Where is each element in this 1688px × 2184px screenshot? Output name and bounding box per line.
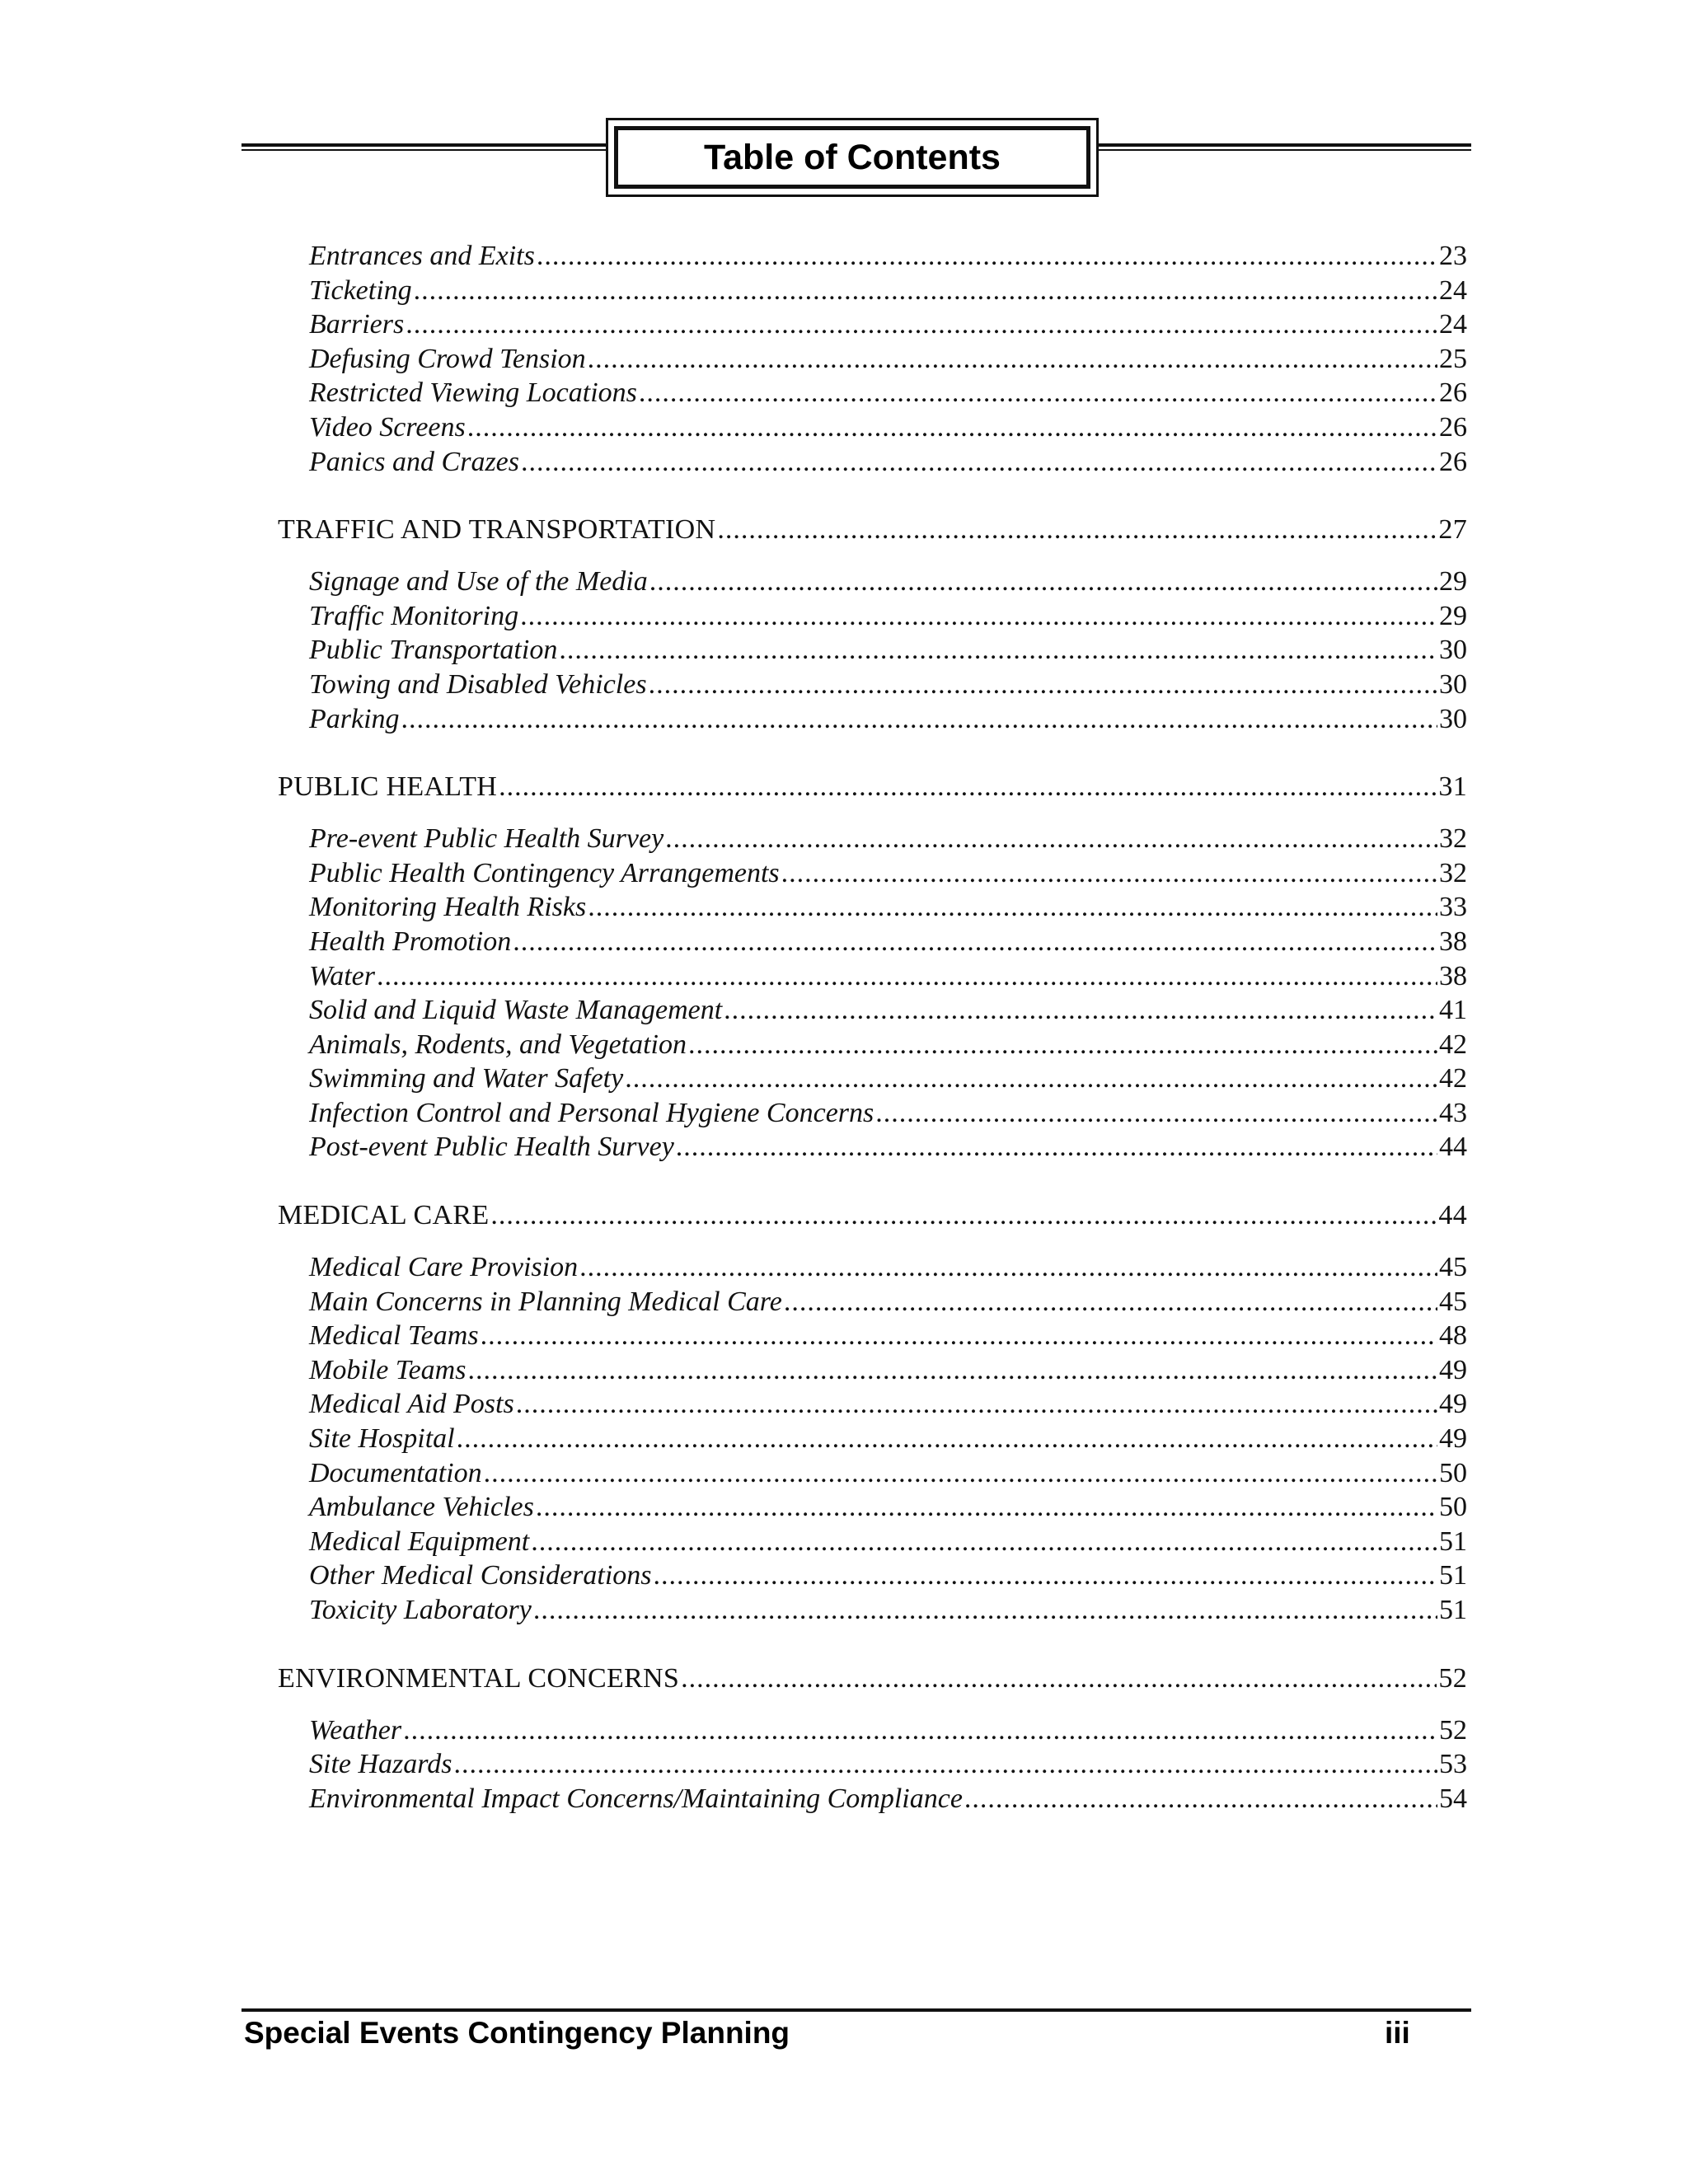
toc-section-heading-label: ENVIRONMENTAL CONCERNS — [278, 1662, 680, 1694]
toc-entry-page-number: 53 — [1439, 1749, 1467, 1780]
toc-section-heading-page-number: 27 — [1438, 514, 1467, 546]
toc-entry[interactable] — [278, 445, 1467, 480]
toc-section-heading[interactable] — [278, 1661, 1467, 1697]
toc-entry-page-number: 52 — [1439, 1714, 1467, 1746]
toc-entry-label: Animals, Rodents, and Vegetation — [309, 1029, 687, 1060]
dot-leader — [781, 856, 1437, 891]
toc-entry[interactable] — [278, 239, 1467, 274]
toc-entry[interactable] — [278, 1782, 1467, 1816]
toc-entry[interactable] — [278, 702, 1467, 737]
toc-entry[interactable] — [278, 633, 1467, 668]
toc-entry[interactable] — [278, 1490, 1467, 1525]
toc-section-heading-label: MEDICAL CARE — [278, 1200, 490, 1231]
toc-entry-page-number: 38 — [1439, 926, 1467, 957]
dot-leader — [516, 1387, 1437, 1422]
dot-leader — [490, 1197, 1437, 1234]
toc-entry[interactable] — [278, 1747, 1467, 1782]
toc-section — [278, 769, 1467, 1165]
dot-leader — [533, 1593, 1437, 1628]
toc-entry[interactable] — [278, 1319, 1467, 1353]
toc-entry-page-number: 43 — [1439, 1097, 1467, 1128]
toc-entry[interactable] — [278, 1096, 1467, 1131]
toc-entry-page-number: 51 — [1439, 1595, 1467, 1625]
toc-entry[interactable] — [278, 1285, 1467, 1319]
toc-entry-label: Panics and Crazes — [309, 446, 519, 477]
toc-entry-page-number: 42 — [1439, 1029, 1467, 1060]
toc-entry-label: Medical Equipment — [309, 1526, 530, 1557]
toc-entry-label: Video Screens — [309, 411, 466, 443]
toc-entry[interactable] — [278, 1456, 1467, 1491]
toc-entry-page-number: 51 — [1439, 1526, 1467, 1557]
dot-leader — [688, 1028, 1437, 1062]
toc-entry-page-number: 50 — [1439, 1492, 1467, 1523]
toc-entry[interactable] — [278, 993, 1467, 1028]
table-of-contents — [278, 239, 1467, 1849]
dot-leader — [717, 512, 1437, 548]
toc-entry[interactable] — [278, 410, 1467, 445]
toc-entry-page-number: 49 — [1439, 1389, 1467, 1420]
toc-entry-label: Signage and Use of the Media — [309, 566, 648, 598]
toc-entry[interactable] — [278, 307, 1467, 342]
toc-entry-label: Toxicity Laboratory — [309, 1595, 532, 1625]
toc-entry-label: Solid and Liquid Waste Management — [309, 995, 723, 1026]
toc-intro-section — [278, 239, 1467, 479]
footer-title: Special Events Contingency Planning — [244, 2016, 790, 2050]
dot-leader — [531, 1525, 1437, 1559]
dot-leader — [588, 890, 1437, 925]
toc-entry[interactable] — [278, 274, 1467, 308]
toc-entry-page-number: 30 — [1439, 703, 1467, 734]
toc-entry-label: Traffic Monitoring — [309, 600, 519, 631]
dot-leader — [536, 1490, 1437, 1525]
toc-entry[interactable] — [278, 856, 1467, 891]
dot-leader — [724, 993, 1437, 1028]
toc-entry-page-number: 42 — [1439, 1063, 1467, 1094]
toc-entry-label: Pre-event Public Health Survey — [309, 823, 664, 855]
toc-entry-label: Entrances and Exits — [309, 241, 535, 271]
dot-leader — [588, 342, 1437, 377]
toc-entry-page-number: 51 — [1439, 1560, 1467, 1591]
toc-entry-page-number: 24 — [1439, 309, 1467, 340]
toc-entry-page-number: 44 — [1439, 1132, 1467, 1163]
dot-leader — [964, 1782, 1437, 1816]
toc-entry[interactable] — [278, 1593, 1467, 1628]
dot-leader — [559, 633, 1437, 668]
toc-entry-label: Barriers — [309, 309, 405, 340]
header-rule-right — [1096, 143, 1471, 151]
page-title: Table of Contents — [614, 126, 1090, 189]
dot-leader — [403, 1713, 1437, 1748]
toc-entry-label: Medical Teams — [309, 1320, 479, 1352]
toc-entry[interactable] — [278, 668, 1467, 702]
toc-entry-page-number: 26 — [1439, 411, 1467, 443]
toc-entry-label: Site Hazards — [309, 1749, 452, 1780]
toc-entry[interactable] — [278, 565, 1467, 599]
toc-entry-label: Ticketing — [309, 274, 412, 306]
toc-entry-page-number: 49 — [1439, 1423, 1467, 1455]
dot-leader — [467, 410, 1437, 445]
dot-leader — [521, 445, 1437, 480]
dot-leader — [579, 1250, 1437, 1285]
dot-leader — [654, 1558, 1437, 1593]
toc-entry[interactable] — [278, 925, 1467, 959]
toc-entry-page-number: 45 — [1439, 1252, 1467, 1283]
toc-entry-page-number: 29 — [1439, 600, 1467, 631]
toc-entry[interactable] — [278, 1525, 1467, 1559]
toc-entry-page-number: 32 — [1439, 857, 1467, 888]
toc-entry-page-number: 30 — [1439, 635, 1467, 666]
toc-entry-page-number: 54 — [1439, 1783, 1467, 1814]
toc-entry-label: Documentation — [309, 1457, 482, 1488]
toc-entry-page-number: 48 — [1439, 1320, 1467, 1352]
toc-entry-label: Infection Control and Personal Hygiene Concerns — [309, 1097, 874, 1128]
toc-entry[interactable] — [278, 1353, 1467, 1388]
toc-entry[interactable] — [278, 1062, 1467, 1096]
toc-section-heading[interactable] — [278, 1197, 1467, 1234]
dot-leader — [625, 1062, 1437, 1096]
dot-leader — [513, 925, 1437, 959]
toc-entry-label: Medical Care Provision — [309, 1252, 579, 1283]
toc-entry[interactable] — [278, 959, 1467, 994]
dot-leader — [537, 239, 1437, 274]
toc-entry[interactable] — [278, 890, 1467, 925]
toc-entry[interactable] — [278, 1250, 1467, 1285]
toc-entry-label: Water — [309, 960, 375, 991]
title-box — [606, 118, 1099, 197]
toc-section-heading-label: TRAFFIC AND TRANSPORTATION — [278, 514, 716, 546]
toc-entry-label: Mobile Teams — [309, 1354, 467, 1385]
dot-leader — [676, 1130, 1437, 1165]
footer-page-number: iii — [1385, 2016, 1410, 2050]
toc-section — [278, 1197, 1467, 1628]
toc-section-heading-label: PUBLIC HEALTH — [278, 771, 498, 803]
toc-entry-page-number: 29 — [1439, 566, 1467, 598]
footer-rule — [241, 2008, 1471, 2012]
toc-entry[interactable] — [278, 1028, 1467, 1062]
toc-entry-page-number: 38 — [1439, 960, 1467, 991]
dot-leader — [377, 959, 1437, 994]
toc-entry[interactable] — [278, 1558, 1467, 1593]
toc-entry-page-number: 41 — [1439, 995, 1467, 1026]
dot-leader — [481, 1319, 1437, 1353]
dot-leader — [665, 822, 1437, 856]
dot-leader — [649, 565, 1437, 599]
dot-leader — [520, 599, 1437, 634]
toc-entry-page-number: 23 — [1439, 241, 1467, 271]
dot-leader — [401, 702, 1437, 737]
dot-leader — [406, 307, 1437, 342]
toc-entry-page-number: 45 — [1439, 1286, 1467, 1317]
toc-entry[interactable] — [278, 1422, 1467, 1456]
toc-section-heading-page-number: 31 — [1438, 771, 1467, 803]
toc-entry-label: Defusing Crowd Tension — [309, 343, 586, 374]
toc-entry-page-number: 32 — [1439, 823, 1467, 855]
toc-entry[interactable] — [278, 1130, 1467, 1165]
dot-leader — [784, 1285, 1437, 1319]
toc-entry-page-number: 26 — [1439, 446, 1467, 477]
toc-entry-page-number: 24 — [1439, 274, 1467, 306]
toc-entry-label: Other Medical Considerations — [309, 1560, 652, 1591]
toc-entry-label: Public Health Contingency Arrangements — [309, 857, 780, 888]
toc-section — [278, 512, 1467, 736]
toc-entry-label: Monitoring Health Risks — [309, 892, 587, 923]
toc-entry-label: Parking — [309, 703, 400, 734]
toc-section — [278, 1661, 1467, 1816]
dot-leader — [457, 1422, 1437, 1456]
toc-entry-label: Ambulance Vehicles — [309, 1492, 534, 1523]
toc-entry-page-number: 50 — [1439, 1457, 1467, 1488]
toc-entry-page-number: 25 — [1439, 343, 1467, 374]
toc-entry[interactable] — [278, 1713, 1467, 1748]
header-rule-left — [241, 143, 608, 151]
toc-entry-label: Public Transportation — [309, 635, 558, 666]
dot-leader — [875, 1096, 1437, 1131]
toc-entry-page-number: 26 — [1439, 377, 1467, 409]
dot-leader — [681, 1661, 1437, 1697]
dot-leader — [414, 274, 1437, 308]
toc-section-heading[interactable] — [278, 769, 1467, 805]
dot-leader — [639, 376, 1437, 410]
toc-section-heading-page-number: 52 — [1438, 1662, 1467, 1694]
toc-entry-label: Medical Aid Posts — [309, 1389, 514, 1420]
toc-section-heading-page-number: 44 — [1438, 1200, 1467, 1231]
toc-section-heading[interactable] — [278, 512, 1467, 548]
toc-entry-label: Health Promotion — [309, 926, 512, 957]
toc-entry-label: Site Hospital — [309, 1423, 455, 1455]
toc-entry-page-number: 33 — [1439, 892, 1467, 923]
dot-leader — [649, 668, 1437, 702]
toc-entry[interactable] — [278, 822, 1467, 856]
toc-entry-label: Swimming and Water Safety — [309, 1063, 624, 1094]
toc-entry-label: Environmental Impact Concerns/Maintaining Compliance — [309, 1783, 963, 1814]
toc-entry[interactable] — [278, 342, 1467, 377]
dot-leader — [453, 1747, 1437, 1782]
toc-entry-label: Main Concerns in Planning Medical Care — [309, 1286, 782, 1317]
toc-entry-label: Restricted Viewing Locations — [309, 377, 637, 409]
dot-leader — [499, 769, 1437, 805]
toc-entry[interactable] — [278, 1387, 1467, 1422]
toc-entry-label: Weather — [309, 1714, 402, 1746]
dot-leader — [484, 1456, 1437, 1491]
toc-entry-page-number: 30 — [1439, 668, 1467, 700]
toc-entry[interactable] — [278, 599, 1467, 634]
toc-entry-label: Post-event Public Health Survey — [309, 1132, 674, 1163]
toc-entry-label: Towing and Disabled Vehicles — [309, 668, 647, 700]
toc-entry-page-number: 49 — [1439, 1354, 1467, 1385]
toc-entry[interactable] — [278, 376, 1467, 410]
dot-leader — [467, 1353, 1437, 1388]
